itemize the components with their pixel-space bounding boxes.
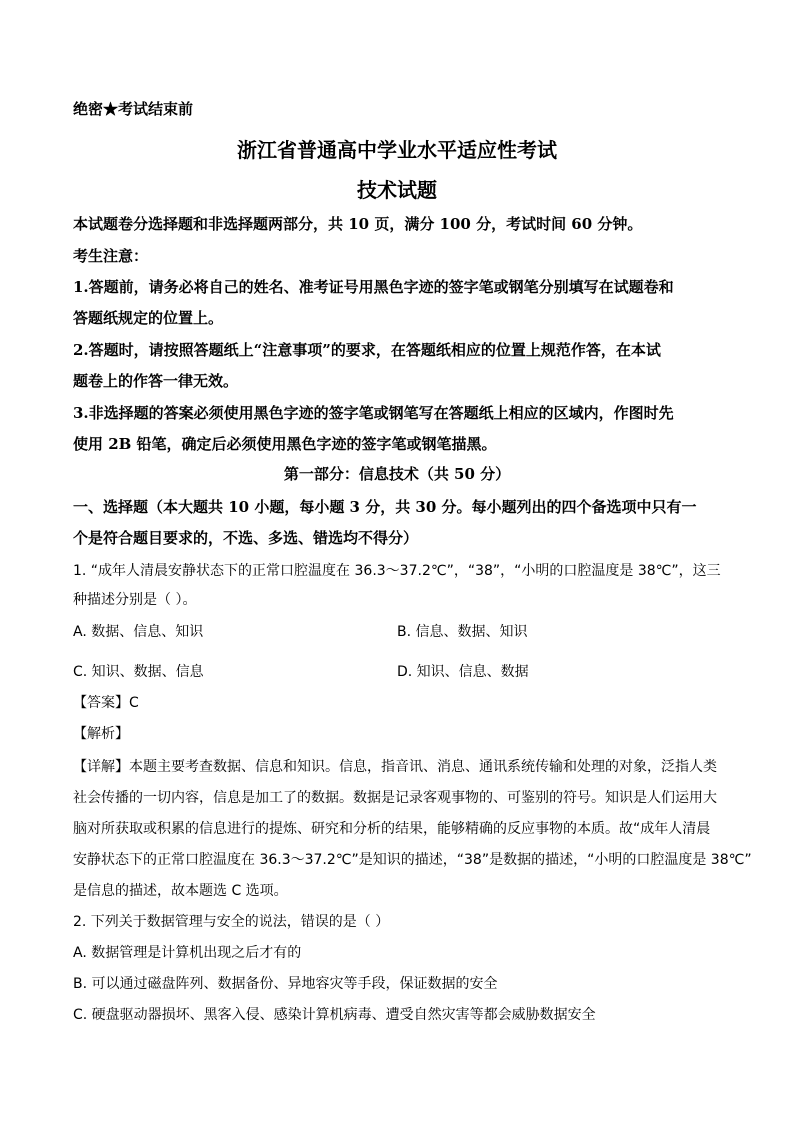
q1-option-a: A. 数据、信息、知识 — [73, 624, 204, 640]
q2-stem: 2. 下列关于数据管理与安全的说法，错误的是（ ） — [73, 914, 390, 930]
notice-3b: 使用 2B 铅笔，确定后必须使用黑色字迹的签字笔或钢笔描黑。 — [73, 435, 497, 453]
q1-detail-2: 社会传播的一切内容，信息是加工了的数据。数据是记录客观事物的、可鉴别的符号。知识是人们运用大 — [73, 790, 717, 806]
q1-answer: 【答案】C — [73, 695, 139, 711]
q1-detail-4: 安静状态下的正常口腔温度在 36.3～37.2℃”是知识的描述，“38”是数据的描述，“小明的口腔温度是 38℃” — [73, 852, 752, 868]
intro-line: 本试题卷分选择题和非选择题两部分，共 10 页，满分 100 分，考试时间 60 分钟。 — [73, 215, 643, 233]
q1-option-b: B. 信息、数据、知识 — [397, 624, 528, 640]
q1-analysis-label: 【解析】 — [73, 726, 129, 742]
q1-option-d: D. 知识、信息、数据 — [397, 664, 529, 680]
q1-stem-b: 种描述分别是（ ）。 — [73, 592, 197, 608]
q1-stem-a: 1. “成年人清晨安静状态下的正常口腔温度在 36.3～37.2℃”，“38”，“小明的口腔温度是 38℃”，这三 — [73, 563, 721, 579]
q1-detail-3: 脑对所获取或积累的信息进行的提炼、研究和分析的结果，能够精确的反应事物的本质。故“成年人清晨 — [73, 821, 711, 837]
notice-2a: 2.答题时，请按照答题纸上“注意事项”的要求，在答题纸相应的位置上规范作答，在本试 — [73, 341, 661, 359]
exam-title: 浙江省普通高中学业水平适应性考试 — [237, 138, 557, 162]
notice-1b: 答题纸规定的位置上。 — [73, 309, 224, 327]
q2-option-c: C. 硬盘驱动器损坏、黑客入侵、感染计算机病毒、遭受自然灾害等都会威胁数据安全 — [73, 1007, 596, 1023]
notice-label: 考生注意： — [73, 247, 149, 265]
q1-detail-5: 是信息的描述，故本题选 C 选项。 — [73, 883, 288, 899]
notice-2b: 题卷上的作答一律无效。 — [73, 372, 239, 390]
q1-detail-1: 【详解】本题主要考查数据、信息和知识。信息，指音讯、消息、通讯系统传输和处理的对象，泛指人类 — [73, 759, 717, 775]
q1-option-c: C. 知识、数据、信息 — [73, 664, 204, 680]
section-heading-a: 一、选择题（本大题共 10 小题，每小题 3 分，共 30 分。每小题列出的四个备选项中只有一 — [73, 498, 697, 516]
notice-1a: 1.答题前，请务必将自己的姓名、准考证号用黑色字迹的签字笔或钢笔分别填写在试题卷和 — [73, 278, 674, 296]
exam-subtitle: 技术试题 — [357, 178, 437, 202]
notice-3a: 3.非选择题的答案必须使用黑色字迹的签字笔或钢笔写在答题纸上相应的区域内，作图时先 — [73, 404, 674, 422]
section-heading-b: 个是符合题目要求的，不选、多选、错选均不得分） — [73, 529, 419, 547]
part1-heading: 第一部分：信息技术（共 50 分） — [283, 465, 511, 483]
q2-option-a: A. 数据管理是计算机出现之后才有的 — [73, 945, 302, 961]
q2-option-b: B. 可以通过磁盘阵列、数据备份、异地容灾等手段，保证数据的安全 — [73, 976, 498, 992]
confidential-mark: 绝密★考试结束前 — [73, 100, 194, 118]
